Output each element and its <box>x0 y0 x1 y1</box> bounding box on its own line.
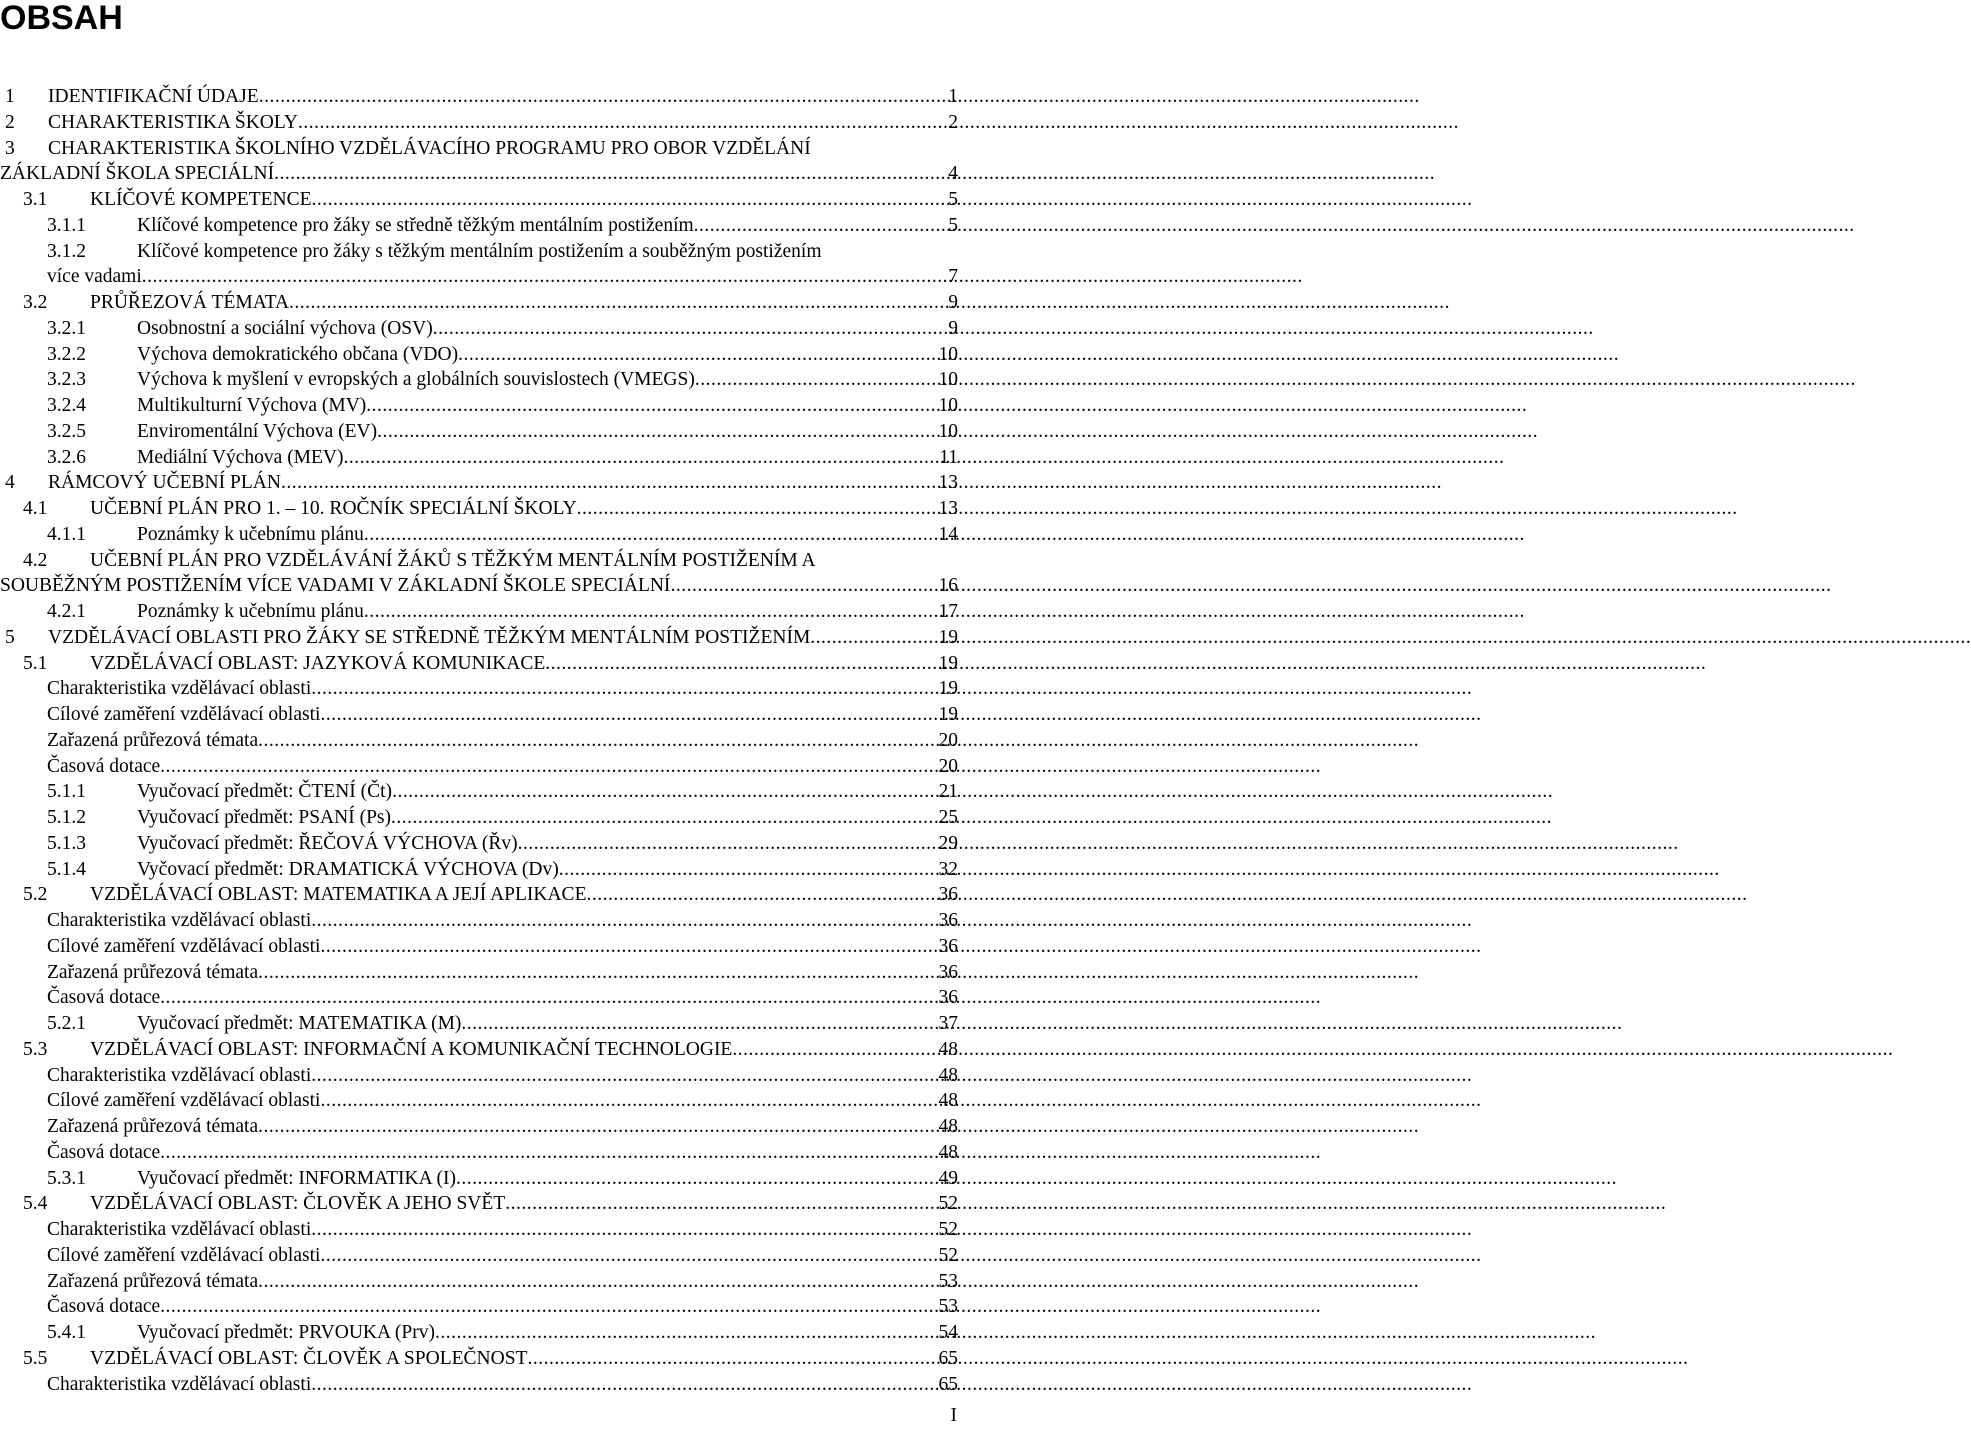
toc-entry-row <box>137 213 958 239</box>
toc-entry-title: Vyučovací předmět: ČTENÍ (Čt) <box>137 781 393 803</box>
toc-leader-dots <box>311 1372 937 1398</box>
toc-entry-title: Charakteristika vzdělávací oblasti <box>47 678 312 700</box>
toc-page-number: 52 <box>938 1244 958 1266</box>
toc-entry-title: Enviromentální Výchova (EV) <box>137 420 378 442</box>
toc-page-number: 52 <box>938 1193 958 1215</box>
toc-entry-row <box>90 496 958 522</box>
toc-entry[interactable] <box>0 393 958 419</box>
toc-entry-row <box>47 1140 958 1166</box>
toc-entry-row <box>47 1372 958 1398</box>
toc-entry-title: Klíčové kompetence pro žáky s těžkým mentálním postižením a souběžným postižením <box>137 240 822 262</box>
toc-entry-number: 3.2.3 <box>47 369 86 391</box>
toc-entry[interactable] <box>0 728 958 754</box>
toc-entry-row <box>47 1088 958 1114</box>
toc-entry-title: Vyučovací předmět: INFORMATIKA (I) <box>137 1167 456 1189</box>
toc-entry[interactable] <box>0 522 958 548</box>
toc-entry-row <box>47 908 958 934</box>
toc-entry-title: Mediální Výchova (MEV) <box>137 446 344 468</box>
toc-leader-dots <box>458 342 937 368</box>
toc-entry[interactable] <box>0 342 958 368</box>
toc-leader-dots <box>311 1063 937 1089</box>
toc-entry-row <box>137 342 958 368</box>
toc-page-number: 1 <box>948 86 958 107</box>
toc-entry-title: Klíčové kompetence pro žáky se středně těžkým mentálním postižením <box>137 214 694 236</box>
toc-entry-number: 4.2.1 <box>47 601 86 622</box>
toc-entry-title-continued: více vadami <box>47 266 142 288</box>
toc-entry-title: Zařazená průřezová témata <box>47 729 259 751</box>
toc-entry-title: VZDĚLÁVACÍ OBLAST: ČLOVĚK A JEHO SVĚT <box>90 1193 506 1215</box>
toc-entry-title: UČEBNÍ PLÁN PRO VZDĚLÁVÁNÍ ŽÁKŮ S TĚŽKÝM MENTÁLNÍM POSTIŽENÍM A <box>90 549 816 571</box>
toc-entry-row <box>137 857 958 883</box>
toc-entry-title: Časová dotace <box>47 1296 161 1318</box>
toc-entry-title: Poznámky k učebnímu plánu <box>137 523 364 545</box>
toc-entry[interactable] <box>0 599 958 625</box>
toc-entry-row <box>47 1114 958 1140</box>
toc-entry-title: Vyčovací předmět: DRAMATICKÁ VÝCHOVA (Dv) <box>137 858 559 880</box>
toc-entry[interactable] <box>0 496 958 522</box>
toc-entry[interactable] <box>0 1011 958 1037</box>
toc-entry-row <box>137 367 958 393</box>
toc-page-number: 9 <box>948 317 958 339</box>
toc-entry-title: VZDĚLÁVACÍ OBLASTI PRO ŽÁKY SE STŘEDNĚ TĚŽKÝM MENTÁLNÍM POSTIŽENÍM <box>48 626 811 648</box>
toc-entry-number: 5 <box>5 626 15 648</box>
toc-leader-dots <box>160 985 937 1011</box>
toc-leader-dots <box>160 754 937 780</box>
toc-leader-dots <box>311 908 937 934</box>
toc-leader-dots <box>364 522 938 548</box>
toc-page-number: 10 <box>938 420 958 442</box>
toc-page-number: 36 <box>938 961 958 983</box>
table-of-contents <box>0 84 958 1397</box>
toc-leader-dots <box>312 187 948 213</box>
toc-page-number: 19 <box>938 678 958 700</box>
toc-entry-row <box>48 110 958 136</box>
toc-entry-row <box>137 1011 958 1037</box>
toc-page-number: 10 <box>938 343 958 365</box>
toc-page-number: 11 <box>939 446 958 468</box>
toc-leader-dots <box>527 1346 937 1372</box>
toc-entry-title: CHARAKTERISTIKA ŠKOLNÍHO VZDĚLÁVACÍHO PROGRAMU PRO OBOR VZDĚLÁNÍ <box>48 137 811 159</box>
toc-leader-dots <box>392 779 937 805</box>
toc-entry-title: Zařazená průřezová témata <box>47 961 259 983</box>
toc-entry-title: Časová dotace <box>47 1141 161 1163</box>
toc-entry[interactable] <box>0 831 958 857</box>
toc-leader-dots <box>433 316 948 342</box>
toc-leader-dots <box>577 496 938 522</box>
toc-entry[interactable] <box>0 934 958 960</box>
toc-entry[interactable] <box>0 676 958 702</box>
toc-entry-row <box>90 187 958 213</box>
toc-entry[interactable] <box>0 985 958 1011</box>
toc-entry-number: 5.2 <box>23 884 48 906</box>
toc-entry-title-continued: ZÁKLADNÍ ŠKOLA SPECIÁLNÍ <box>0 163 275 185</box>
toc-leader-dots <box>320 1088 937 1114</box>
toc-page-number: 2 <box>948 111 958 133</box>
toc-entry[interactable] <box>0 419 958 445</box>
toc-page-number: 36 <box>938 935 958 957</box>
toc-entry[interactable] <box>0 1346 958 1372</box>
toc-page-number: 53 <box>938 1270 958 1292</box>
toc-leader-dots <box>142 264 948 290</box>
toc-entry-title: VZDĚLÁVACÍ OBLAST: INFORMAČNÍ A KOMUNIKAČNÍ TECHNOLOGIE <box>90 1038 733 1060</box>
toc-entry-row <box>47 264 958 290</box>
toc-page-number: 9 <box>948 292 958 313</box>
toc-leader-dots <box>377 419 937 445</box>
toc-entry-number: 5.1.4 <box>47 858 86 880</box>
toc-entry-row <box>47 960 958 986</box>
toc-leader-dots <box>366 393 937 419</box>
toc-entry-title: Charakteristika vzdělávací oblasti <box>47 1373 312 1395</box>
toc-entry[interactable] <box>0 1320 958 1346</box>
toc-entry-row <box>137 445 958 471</box>
toc-page-number: 13 <box>938 472 958 494</box>
toc-entry-number: 3.2.2 <box>47 343 86 365</box>
toc-leader-dots <box>311 676 937 702</box>
toc-leader-dots <box>810 625 937 651</box>
toc-page-number: 52 <box>938 1219 958 1240</box>
toc-entry-row <box>137 522 958 548</box>
toc-leader-dots <box>320 1243 937 1269</box>
page-number: I <box>950 1405 957 1426</box>
toc-entry-row <box>90 1346 958 1372</box>
toc-entry-title: IDENTIFIKAČNÍ ÚDAJE <box>48 86 259 107</box>
toc-entry[interactable] <box>0 1269 958 1295</box>
toc-entry-number: 1 <box>5 86 15 107</box>
toc-entry[interactable] <box>0 84 958 110</box>
toc-leader-dots <box>518 831 938 857</box>
toc-entry-row <box>0 161 958 187</box>
toc-page-number: 32 <box>938 858 958 880</box>
toc-entry-row <box>47 1269 958 1295</box>
toc-entry-title: Zařazená průřezová témata <box>47 1270 259 1292</box>
toc-leader-dots <box>160 1294 937 1320</box>
toc-entry[interactable] <box>0 702 958 728</box>
toc-entry-row <box>47 754 958 780</box>
toc-entry-title: VZDĚLÁVACÍ OBLAST: JAZYKOVÁ KOMUNIKACE <box>90 652 546 674</box>
toc-page-number: 65 <box>938 1347 958 1369</box>
toc-page-number: 25 <box>938 807 958 828</box>
toc-entry[interactable] <box>0 213 958 239</box>
toc-entry-row <box>137 1166 958 1192</box>
toc-leader-dots <box>311 1217 937 1243</box>
toc-page-number: 48 <box>938 1038 958 1060</box>
toc-entry-number: 5.5 <box>23 1347 48 1369</box>
toc-page-number: 36 <box>938 987 958 1009</box>
toc-entry-row <box>137 779 958 805</box>
toc-leader-dots <box>344 445 939 471</box>
toc-leader-dots <box>586 882 937 908</box>
toc-leader-dots <box>545 651 937 677</box>
toc-entry-row <box>48 625 958 651</box>
toc-entry-title: Cílové zaměření vzdělávací oblasti <box>47 935 321 957</box>
toc-leader-dots <box>732 1037 937 1063</box>
toc-entry[interactable] <box>0 316 958 342</box>
toc-entry[interactable] <box>0 445 958 471</box>
toc-entry-row <box>137 419 958 445</box>
toc-entry-title: Vyučovací předmět: ŘEČOVÁ VÝCHOVA (Řv) <box>137 832 518 854</box>
toc-entry-number: 3 <box>5 137 15 159</box>
toc-entry[interactable] <box>0 1166 958 1192</box>
toc-entry-title: VZDĚLÁVACÍ OBLAST: MATEMATIKA A JEJÍ APLIKACE <box>90 884 587 906</box>
toc-page-number: 5 <box>948 189 958 210</box>
toc-entry-number: 3.1.2 <box>47 240 86 262</box>
toc-entry-title: Charakteristika vzdělávací oblasti <box>47 910 312 931</box>
toc-page-number: 10 <box>938 369 958 391</box>
toc-entry[interactable] <box>0 882 958 908</box>
toc-entry[interactable] <box>0 857 958 883</box>
toc-entry-number: 4.2 <box>23 549 48 571</box>
toc-entry-number: 3.2.1 <box>47 317 86 339</box>
toc-entry[interactable] <box>0 1140 958 1166</box>
toc-entry[interactable] <box>0 110 958 136</box>
toc-page-number: 48 <box>938 1141 958 1163</box>
toc-entry-number: 5.1.1 <box>47 781 86 803</box>
toc-page-number: 17 <box>938 601 958 622</box>
toc-entry-number: 3.2.6 <box>47 446 86 468</box>
toc-entry-row <box>137 805 958 831</box>
toc-entry-row <box>47 985 958 1011</box>
toc-entry[interactable] <box>0 1063 958 1089</box>
toc-entry-row <box>137 316 958 342</box>
toc-leader-dots <box>461 1011 937 1037</box>
toc-entry[interactable] <box>0 625 958 651</box>
toc-page-number: 21 <box>938 781 958 803</box>
toc-page-number: 65 <box>938 1373 958 1395</box>
toc-entry-title: Vyučovací předmět: MATEMATIKA (M) <box>137 1013 462 1034</box>
toc-entry[interactable] <box>0 1243 958 1269</box>
toc-entry-row <box>90 290 958 316</box>
toc-entry-title: Charakteristika vzdělávací oblasti <box>47 1219 312 1240</box>
toc-entry[interactable] <box>0 779 958 805</box>
toc-page-number: 54 <box>938 1322 958 1343</box>
toc-page-number: 20 <box>938 729 958 751</box>
toc-entry-number: 3.2.5 <box>47 420 86 442</box>
toc-entry-title: Zařazená průřezová témata <box>47 1116 259 1137</box>
toc-page-number: 19 <box>938 704 958 725</box>
toc-page-number: 37 <box>938 1013 958 1034</box>
toc-page-number: 13 <box>938 498 958 519</box>
toc-entry-title: Cílové zaměření vzdělávací oblasti <box>47 1244 321 1266</box>
toc-entry-number: 3.1 <box>23 189 48 210</box>
toc-leader-dots <box>435 1320 938 1346</box>
toc-entry-number: 3.2 <box>23 292 48 313</box>
toc-entry-title: Osobnostní a sociální výchova (OSV) <box>137 317 433 339</box>
toc-entry-title: Výchova demokratického občana (VDO) <box>137 343 459 365</box>
toc-entry-title: VZDĚLÁVACÍ OBLAST: ČLOVĚK A SPOLEČNOST <box>90 1347 528 1369</box>
toc-entry[interactable] <box>0 908 958 934</box>
toc-entry-row <box>90 651 958 677</box>
toc-page-number: 10 <box>938 395 958 416</box>
toc-entry-row <box>90 1037 958 1063</box>
toc-entry[interactable] <box>0 1372 958 1398</box>
toc-entry-title: Časová dotace <box>47 755 161 777</box>
toc-entry-number: 5.2.1 <box>47 1013 86 1034</box>
toc-entry-title: Cílové zaměření vzdělávací oblasti <box>47 704 321 725</box>
toc-entry-number: 5.1.3 <box>47 832 86 854</box>
toc-leader-dots <box>391 805 937 831</box>
toc-entry-number: 5.1 <box>23 652 48 674</box>
toc-entry-title: PRŮŘEZOVÁ TÉMATA <box>90 292 290 313</box>
toc-page-number: 4 <box>948 163 958 185</box>
toc-entry-title: Poznámky k učebnímu plánu <box>137 601 364 622</box>
toc-entry-row <box>90 1191 958 1217</box>
toc-page-number: 36 <box>938 910 958 931</box>
toc-entry-row <box>137 831 958 857</box>
toc-entry-title: Časová dotace <box>47 987 161 1009</box>
toc-page-number: 48 <box>938 1064 958 1086</box>
toc-leader-dots <box>258 728 937 754</box>
toc-entry[interactable] <box>0 1088 958 1114</box>
toc-entry[interactable] <box>0 805 958 831</box>
toc-entry-title: Vyučovací předmět: PSANÍ (Ps) <box>137 807 392 828</box>
toc-leader-dots <box>456 1166 938 1192</box>
toc-entry[interactable] <box>0 651 958 677</box>
toc-entry-title: Charakteristika vzdělávací oblasti <box>47 1064 312 1086</box>
toc-entry-row <box>48 84 958 110</box>
toc-page-number: 49 <box>938 1167 958 1189</box>
toc-entry-number: 5.3.1 <box>47 1167 86 1189</box>
toc-leader-dots <box>258 1114 937 1140</box>
toc-leader-dots <box>289 290 947 316</box>
toc-leader-dots <box>258 960 937 986</box>
toc-entry-title: Vyučovací předmět: PRVOUKA (Prv) <box>137 1322 435 1343</box>
toc-entry[interactable] <box>0 136 958 188</box>
toc-entry[interactable] <box>0 239 958 291</box>
toc-entry-title-continued: SOUBĚŽNÝM POSTIŽENÍM VÍCE VADAMI V ZÁKLADNÍ ŠKOLE SPECIÁLNÍ <box>0 575 671 597</box>
toc-entry-row <box>48 470 958 496</box>
toc-entry[interactable] <box>0 1114 958 1140</box>
toc-entry-title: Multikulturní Výchova (MV) <box>137 395 367 416</box>
toc-entry-row <box>137 1320 958 1346</box>
toc-leader-dots <box>364 599 938 625</box>
toc-entry[interactable] <box>0 1037 958 1063</box>
toc-entry-row <box>0 573 958 599</box>
toc-entry[interactable] <box>0 470 958 496</box>
toc-entry-title: Cílové zaměření vzdělávací oblasti <box>47 1090 321 1112</box>
toc-leader-dots <box>281 470 938 496</box>
toc-page-number: 29 <box>938 832 958 854</box>
toc-entry[interactable] <box>0 187 958 213</box>
toc-leader-dots <box>160 1140 937 1166</box>
toc-entry-row <box>47 702 958 728</box>
toc-leader-dots <box>559 857 938 883</box>
toc-entry-row <box>137 393 958 419</box>
toc-entry[interactable] <box>0 548 958 600</box>
toc-entry-number: 5.4 <box>23 1193 48 1215</box>
toc-page-number: 7 <box>948 266 958 288</box>
toc-entry-title: CHARAKTERISTIKA ŠKOLY <box>48 111 298 133</box>
toc-entry-row <box>47 1294 958 1320</box>
toc-page-number: 48 <box>938 1116 958 1137</box>
toc-entry-row <box>47 728 958 754</box>
toc-entry-number: 5.1.2 <box>47 807 86 828</box>
toc-entry[interactable] <box>0 960 958 986</box>
toc-entry[interactable] <box>0 1191 958 1217</box>
toc-leader-dots <box>320 934 937 960</box>
toc-page-number: 5 <box>948 214 958 236</box>
toc-entry-number: 3.1.1 <box>47 214 86 236</box>
toc-page-number: 14 <box>938 523 958 545</box>
toc-leader-dots <box>694 213 948 239</box>
toc-page-number: 53 <box>938 1296 958 1318</box>
toc-entry-title: KLÍČOVÉ KOMPETENCE <box>90 189 312 210</box>
page-title: OBSAH <box>0 0 123 37</box>
toc-entry-number: 2 <box>5 111 15 133</box>
toc-entry-row <box>47 934 958 960</box>
toc-page-number: 20 <box>938 755 958 777</box>
toc-entry-title: RÁMCOVÝ UČEBNÍ PLÁN <box>48 472 281 494</box>
toc-leader-dots <box>320 702 937 728</box>
toc-entry-row <box>90 882 958 908</box>
toc-leader-dots <box>505 1191 937 1217</box>
toc-leader-dots <box>695 367 938 393</box>
toc-page-number: 19 <box>938 652 958 674</box>
toc-leader-dots <box>298 110 947 136</box>
toc-entry[interactable] <box>0 1294 958 1320</box>
toc-entry-row <box>137 599 958 625</box>
toc-leader-dots <box>274 161 947 187</box>
toc-page-number: 36 <box>938 884 958 906</box>
toc-leader-dots <box>259 84 948 110</box>
toc-entry[interactable] <box>0 754 958 780</box>
toc-entry-number: 4.1.1 <box>47 523 86 545</box>
toc-entry-title: UČEBNÍ PLÁN PRO 1. – 10. ROČNÍK SPECIÁLNÍ ŠKOLY <box>90 498 577 519</box>
toc-entry-row <box>47 1217 958 1243</box>
toc-entry-number: 3.2.4 <box>47 395 86 416</box>
toc-page-number: 16 <box>938 575 958 597</box>
toc-entry[interactable] <box>0 367 958 393</box>
toc-leader-dots <box>258 1269 937 1295</box>
toc-entry-row <box>47 1063 958 1089</box>
toc-page-number: 19 <box>938 626 958 648</box>
toc-entry-row <box>47 1243 958 1269</box>
toc-leader-dots <box>670 573 937 599</box>
toc-entry-number: 4 <box>5 472 15 494</box>
toc-page-number: 48 <box>938 1090 958 1112</box>
toc-entry[interactable] <box>0 1217 958 1243</box>
toc-entry-row <box>47 676 958 702</box>
toc-entry-number: 5.3 <box>23 1038 48 1060</box>
toc-entry-title: Výchova k myšlení v evropských a globálních souvislostech (VMEGS) <box>137 369 695 391</box>
toc-entry-number: 5.4.1 <box>47 1322 86 1343</box>
toc-entry[interactable] <box>0 290 958 316</box>
toc-entry-number: 4.1 <box>23 498 48 519</box>
